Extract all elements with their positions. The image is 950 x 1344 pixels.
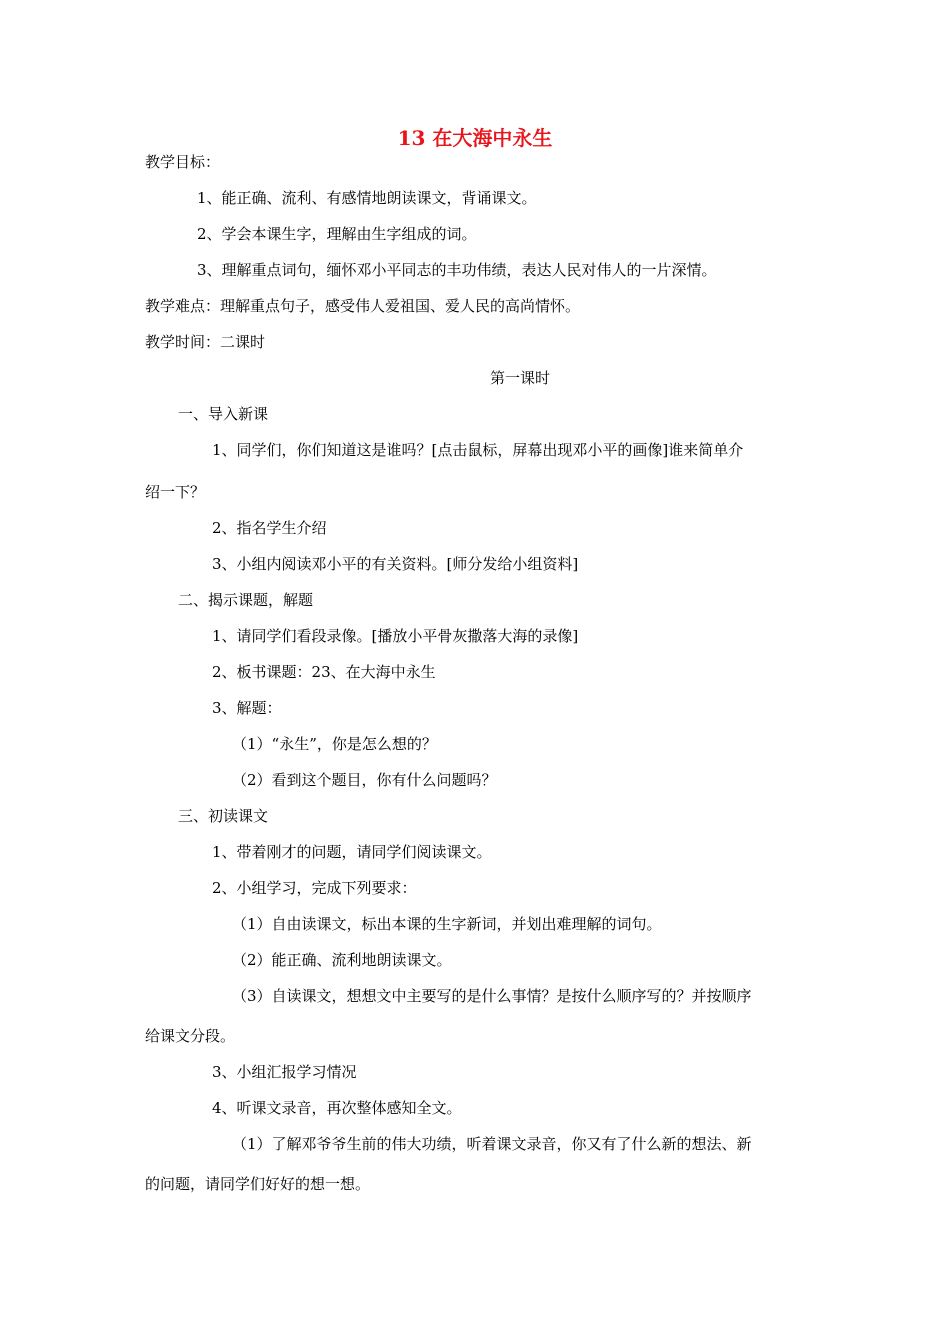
- paragraph-line: （1）“永生”，你是怎么想的？: [232, 735, 437, 753]
- objective-item-3: 3、理解重点词句，缅怀邓小平同志的丰功伟绩，表达人民对伟人的一片深情。: [197, 261, 717, 279]
- section-heading-3: 三、初读课文: [178, 807, 269, 825]
- paragraph-line: 绍一下？: [145, 483, 206, 501]
- time-line: 教学时间：二课时: [145, 333, 266, 351]
- paragraph-line: 1、带着刚才的问题，请同学们阅读课文。: [212, 843, 492, 861]
- paragraph-line: 4、听课文录音，再次整体感知全文。: [212, 1099, 462, 1117]
- paragraph-line: （3）自读课文，想想文中主要写的是什么事情？是按什么顺序写的？并按顺序: [232, 987, 752, 1005]
- document-title: 13 在大海中永生: [397, 126, 553, 150]
- paragraph-line: 2、板书课题：23、在大海中永生: [212, 663, 436, 681]
- lesson-heading: 第一课时: [489, 369, 550, 387]
- section-heading-2: 二、揭示课题，解题: [178, 591, 314, 609]
- section-heading-1: 一、导入新课: [178, 405, 269, 423]
- paragraph-line: 3、小组汇报学习情况: [212, 1063, 357, 1081]
- paragraph-line: 3、解题：: [212, 699, 282, 717]
- difficulty-line: 教学难点：理解重点句子，感受伟人爱祖国、爱人民的高尚情怀。: [145, 297, 581, 315]
- paragraph-line: （1）了解邓爷爷生前的伟大功绩，听着课文录音，你又有了什么新的想法、新: [232, 1135, 752, 1153]
- paragraph-line: 给课文分段。: [145, 1027, 236, 1045]
- paragraph-line: 2、小组学习，完成下列要求：: [212, 879, 417, 897]
- paragraph-line: 的问题，请同学们好好的想一想。: [145, 1175, 371, 1193]
- paragraph-line: 3、小组内阅读邓小平的有关资料。[师分发给小组资料]: [212, 555, 579, 573]
- objective-item-2: 2、学会本课生字，理解由生字组成的词。: [197, 225, 477, 243]
- paragraph-line: 2、指名学生介绍: [212, 519, 327, 537]
- paragraph-line: 1、请同学们看段录像。[播放小平骨灰撒落大海的录像]: [212, 627, 579, 645]
- paragraph-line: （2）能正确、流利地朗读课文。: [232, 951, 452, 969]
- paragraph-line: （2）看到这个题目，你有什么问题吗？: [232, 771, 497, 789]
- paragraph-line: 1、同学们，你们知道这是谁吗？[点击鼠标，屏幕出现邓小平的画像]谁来简单介: [212, 441, 744, 459]
- paragraph-line: （1）自由读课文，标出本课的生字新词，并划出难理解的词句。: [232, 915, 662, 933]
- objective-item-1: 1、能正确、流利、有感情地朗读课文，背诵课文。: [197, 189, 537, 207]
- objectives-heading: 教学目标：: [145, 153, 221, 171]
